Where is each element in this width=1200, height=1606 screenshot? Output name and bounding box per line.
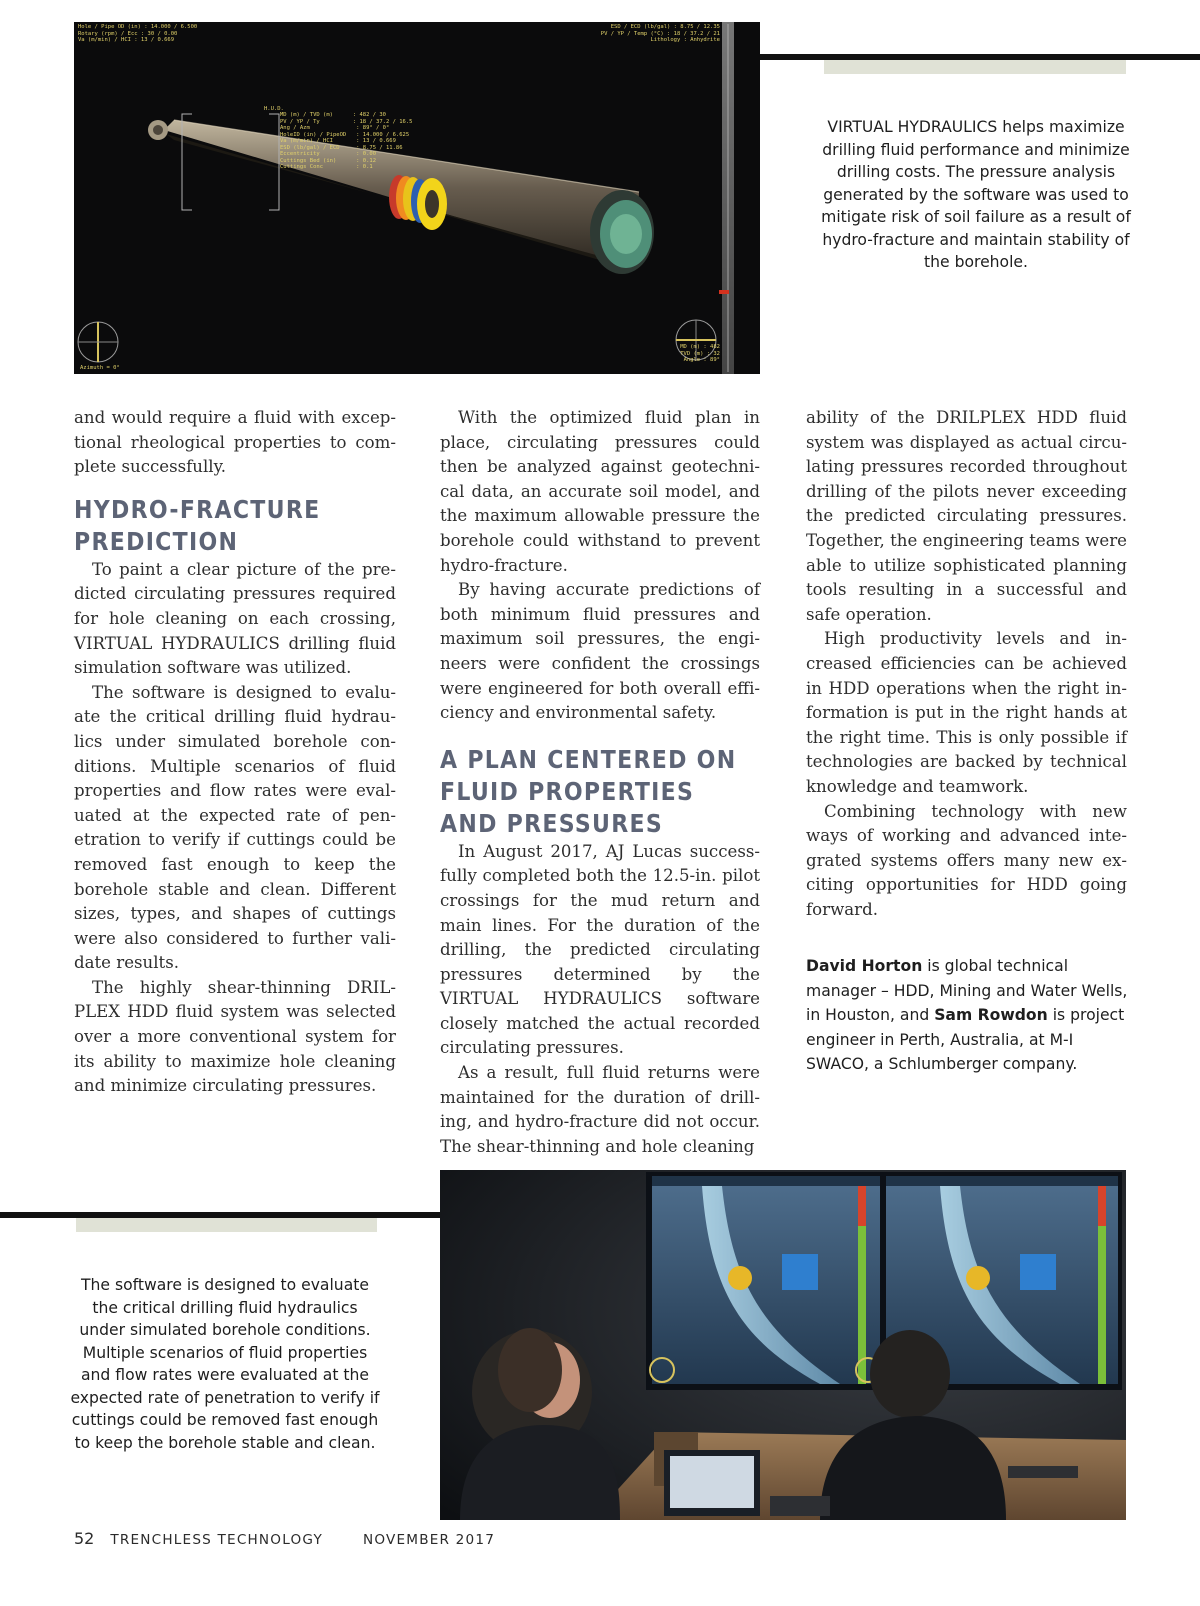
paragraph: With the optimized fluid plan in place, circulating pressures could then be analyzed against geotechnical data, an accurate soil model, and the maximum allowable pressure the borehole could withstand to prevent hydro-fracture. [440,408,760,575]
caption-bar-top [824,60,1126,74]
hud-bottom-left: Azimuth = 0° [80,365,120,371]
hud-bottom-right: MD (m) : 482 TVD (m) : 32 Angle : 89° [680,344,720,363]
engineers-photo [440,1170,1126,1520]
author-bio [806,954,1131,1077]
section-heading-plan: A PLAN CENTERED ON FLUID PROPERTIES AND PRESSURES [440,744,737,838]
page-footer [74,1529,495,1548]
paragraph: The highly shear-thinning DRILPLEX HDD fluid system was selected over a more conventional system for its ability to maximize hole cleaning and minimize circulating pressures. [74,977,396,1096]
author-name-2: Sam Rowdon [934,1006,1048,1025]
paragraph: ability of the DRILPLEX HDD fluid system was displayed as actual circulating pressures recorded throughout drilling of the pilots never exceeding the predicted circulating pressures. Together, the engineering teams were able to utilize sophisticated planning tools resulting in a successful and safe operation. [806,408,1127,624]
caption-bar-bottom [76,1218,377,1232]
paragraph: To paint a clear picture of the predicted circulating pressures required for hole cleaning on each crossing, VIRTUAL HYDRAULICS drilling fluid simulation software was utilized. [74,559,396,678]
paragraph: Combining technology with new ways of working and advanced integrated systems offers many new exciting opportunities for HDD going forward. [806,801,1127,919]
paragraph: As a result, full fluid returns were maintained for the duration of drilling, and hydro-fracture did not occur. The shear-thinning and hole cleaning [440,1063,760,1156]
publication-name: TRENCHLESS TECHNOLOGY [110,1532,323,1548]
hud-center-readout: MD (m) / TVD (m) : 482 / 30 PV / YP / Ty : 18 / 37.2 / 16.5 Ang / Azm : 89° / 0° HoleID (in) / PipeOD : 14.000 / 6.625 Va (m/min) / HCI : 13 / 0.669 ESD (lb/gal) / ECD : 8.75 / 11.86 Eccentricity : 0.00 Cuttings Bed (in) : 0.12 Cuttings Conc : 0.1 [280,112,413,170]
paragraph: High productivity levels and increased efficiencies can be achieved in HDD operations when the right information is put in the right hands at the right time. This is only possible if technologies are backed by technical knowledge and teamwork. [806,629,1127,796]
paragraph: In August 2017, AJ Lucas successfully completed both the 12.5-in. pilot crossings for the mud return and main lines. For the duration of the drilling, the predicted circulating pressures determined by the VIRTUAL HYDRAULICS software closely matched the actual recorded circulating pressures. [440,841,760,1058]
bio-text-2: is project engineer in Perth, Australia, at M-I SWACO, a Schlumberger company. [806,1006,1125,1074]
section-heading-hydro-fracture: HYDRO-FRACTURE PREDICTION [74,494,321,556]
paragraph: The software is designed to evaluate the critical drilling fluid hydraulics under simulated borehole conditions. Multiple scenarios of fluid properties and flow rates were evaluated at the expected rate of penetration to verify if cuttings could be removed fast enough to keep the borehole stable and clean. Different sizes, types, and shapes of cuttings were also considered to further validate results. [74,682,396,973]
caption-top: VIRTUAL HYDRAULICS helps maximize drilling fluid performance and minimize drilling costs. The pressure analysis generated by the software was used to mitigate risk of soil failure as a result of hydro-fracture and maintain stability of the borehole. [821,118,1131,271]
paragraph: By having accurate predictions of both minimum fluid pressures and maximum soil pressures, the engineers were confident the crossings were engineered for both overall efficiency and environmental safety. [440,580,760,723]
hud-top-right: ESD / ECD (lb/gal) : 8.75 / 12.35 PV / YP / Temp (°C) : 18 / 37.2 / 21 Lithology : Anhydrite [600,24,720,43]
issue-date: NOVEMBER 2017 [362,1532,496,1548]
caption-bottom: The software is designed to evaluate the critical drilling fluid hydraulics under simulated borehole conditions. Multiple scenarios of fluid properties and flow rates were evaluated at the expected rate of penetration to verify if cuttings could be removed fast enough to keep the borehole stable and clean. [70,1276,380,1452]
hud-top-left: Hole / Pipe OD (in) : 14.000 / 6.500 Rotary (rpm) / Ecc : 30 / 0.00 Va (m/min) / HCI : 13 / 0.669 [78,24,198,43]
hud-center-label: H.U.D. [264,106,284,112]
article-column-2 [440,406,760,1159]
borehole-simulation-image [74,22,760,374]
article-column-3 [806,406,1127,922]
bio-text-1: is global technical manager – HDD, Mining and Water Wells, in Houston, and [806,957,1128,1025]
page-number: 52 [74,1529,95,1548]
paragraph: and would require a fluid with exceptional rheological properties to complete successfully. [74,408,396,477]
article-column-1 [74,406,396,1099]
author-name-1: David Horton [806,957,923,975]
